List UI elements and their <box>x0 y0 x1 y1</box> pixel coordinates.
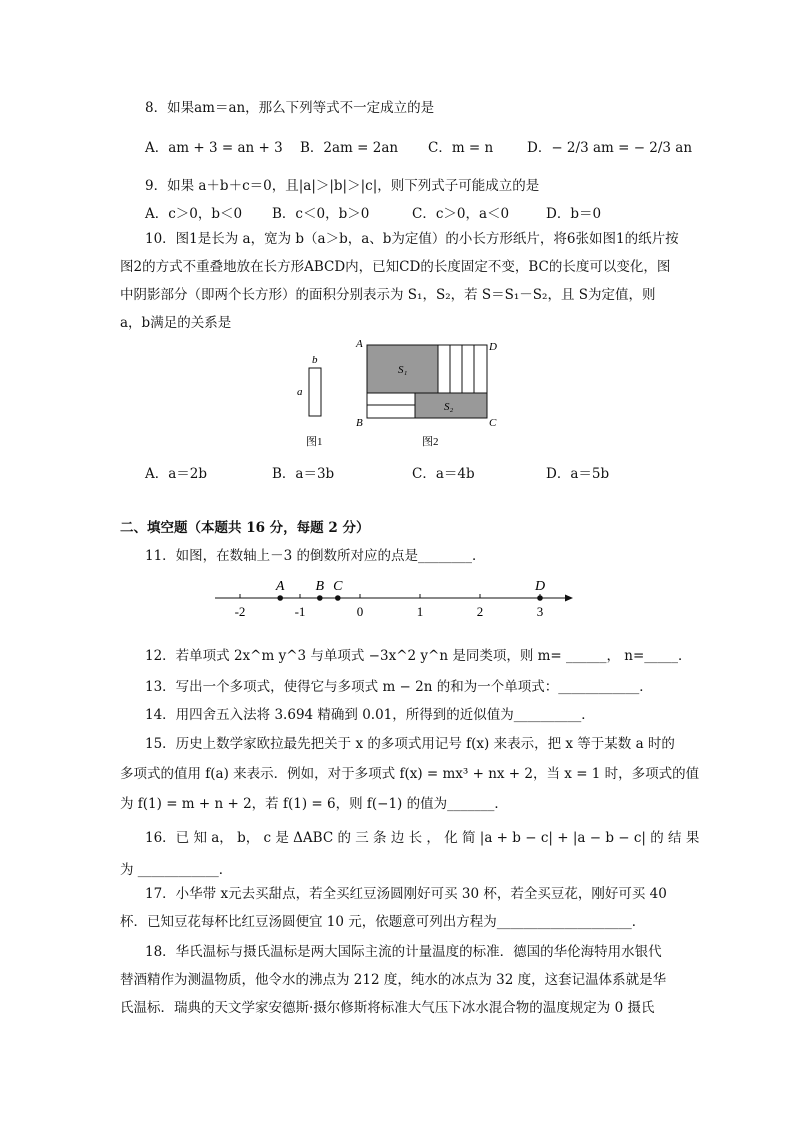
section-heading: 二、填空题（本题共 16 分，每题 2 分） <box>120 520 370 536</box>
q13-stem: 13．写出一个多项式，使得它与多项式 m − 2n 的和为一个单项式：____________． <box>145 679 653 695</box>
label-s1: S₁ <box>398 364 408 376</box>
point-label-d: D <box>534 579 546 594</box>
fig1-label-a: a <box>297 386 303 398</box>
tick-label: 2 <box>476 604 484 619</box>
q9-option-b: B．c＜0，b＞0 <box>272 206 370 222</box>
q8-stem: 8．如果am＝an，那么下列等式不一定成立的是 <box>145 100 435 116</box>
point-a <box>277 595 283 601</box>
q12-stem: 12．若单项式 2x^m y^3 与单项式 −3x^2 y^n 是同类项，则 m= ______， n=_____． <box>145 648 692 664</box>
point-label-b: B <box>315 579 325 594</box>
q18-line-2: 替酒精作为测温物质，他令水的沸点为 212 度，纯水的冰点为 32 度，这套记温体系就是华 <box>120 972 667 988</box>
q8-option-d: D．− 2/3 am = − 2/3 an <box>527 140 693 156</box>
tick-label: -1 <box>294 604 306 619</box>
q17-line-1: 17．小华带 x元去买甜点，若全买红豆汤圆刚好可买 30 杯，若全买豆花，刚好可买 40 <box>145 886 667 902</box>
tick-label: -2 <box>234 604 246 619</box>
q11-stem: 11．如图，在数轴上－3 的倒数所对应的点是________． <box>145 548 486 564</box>
q16-line-2: 为 ____________． <box>120 862 233 878</box>
q8-option-a: A．am + 3 = an + 3 <box>145 140 283 156</box>
fig2-caption: 图2 <box>422 436 439 448</box>
point-b <box>317 595 323 601</box>
q10-option-c: C．a＝4b <box>412 466 475 482</box>
tick-label: 3 <box>536 604 544 619</box>
q8-option-b: B．2am = 2an <box>300 140 399 156</box>
fig1-label-b: b <box>312 354 318 366</box>
q10-option-d: D．a＝5b <box>546 466 610 482</box>
fig1-caption: 图1 <box>306 436 323 448</box>
vertex-c: C <box>489 417 497 429</box>
q15-line-1: 15．历史上数学家欧拉最先把关于 x 的多项式用记号 f(x) 来表示，把 x 等于某数 a 时的 <box>145 736 675 752</box>
q15-line-2: 多项式的值用 f(a) 来表示．例如，对于多项式 f(x) = mx³ + nx + 2，当 x = 1 时，多项式的值 <box>120 766 700 782</box>
vertex-d: D <box>489 341 497 353</box>
point-c <box>335 595 341 601</box>
q17-line-2: 杯．已知豆花每杯比红豆汤圆便宜 10 元，依题意可列出方程为____________________． <box>120 914 646 930</box>
q10-figures <box>290 335 510 455</box>
q8-option-c: C．m = n <box>428 140 494 156</box>
q9-option-d: D．b＝0 <box>546 206 602 222</box>
vertex-a: A <box>356 338 363 350</box>
q9-option-a: A．c＞0，b＜0 <box>145 206 243 222</box>
q15-line-3: 为 f(1) = m + n + 2，若 f(1) = 6，则 f(−1) 的值为_______． <box>120 796 508 812</box>
q9-stem: 9．如果 a＋b＋c＝0，且|a|＞|b|＞|c|，则下列式子可能成立的是 <box>145 178 540 194</box>
tick-label: 0 <box>356 604 364 619</box>
q14-stem: 14．用四舍五入法将 3.694 精确到 0.01，所得到的近似值为__________． <box>145 707 595 723</box>
fig1-rectangle <box>309 368 321 416</box>
q18-line-1: 18．华氏温标与摄氏温标是两大国际主流的计量温度的标准．德国的华伦海特用水银代 <box>145 944 662 960</box>
q16-line-1: 16．已 知 a， b， c 是 ΔABC 的 三 条 边 长 ， 化 简 |a + b − c| + |a − b − c| 的 结 果 <box>145 830 700 846</box>
tick-label: 1 <box>416 604 424 619</box>
point-label-c: C <box>333 579 343 594</box>
point-label-a: A <box>275 579 285 594</box>
q10-option-a: A．a＝2b <box>145 466 208 482</box>
q10-option-b: B．a＝3b <box>272 466 335 482</box>
point-d <box>537 595 543 601</box>
q10-stem: 10．图1是长为 a，宽为 b（a＞b，a、b为定值）的小长方形纸片，将6张如图1的纸片按图2的方式不重叠地放在长方形ABCD内，已知CD的长度固定不变，BC的长度可以变化，图中阴影部分（即两个长方形）的面积分别表示为 S₁，S₂，若 S＝S₁－S₂，且 S为定值，则 a，b满足的关系是 <box>120 231 679 331</box>
q18-line-3: 氏温标．瑞典的天文学家安德斯·摄尔修斯将标准大气压下冰水混合物的温度规定为 0 摄氏 <box>120 1000 655 1016</box>
vertex-b: B <box>356 417 363 429</box>
q9-option-c: C．c＞0，a＜0 <box>412 206 510 222</box>
label-s2: S₂ <box>444 401 454 413</box>
number-line <box>205 572 580 622</box>
arrow-right-icon <box>565 595 573 602</box>
